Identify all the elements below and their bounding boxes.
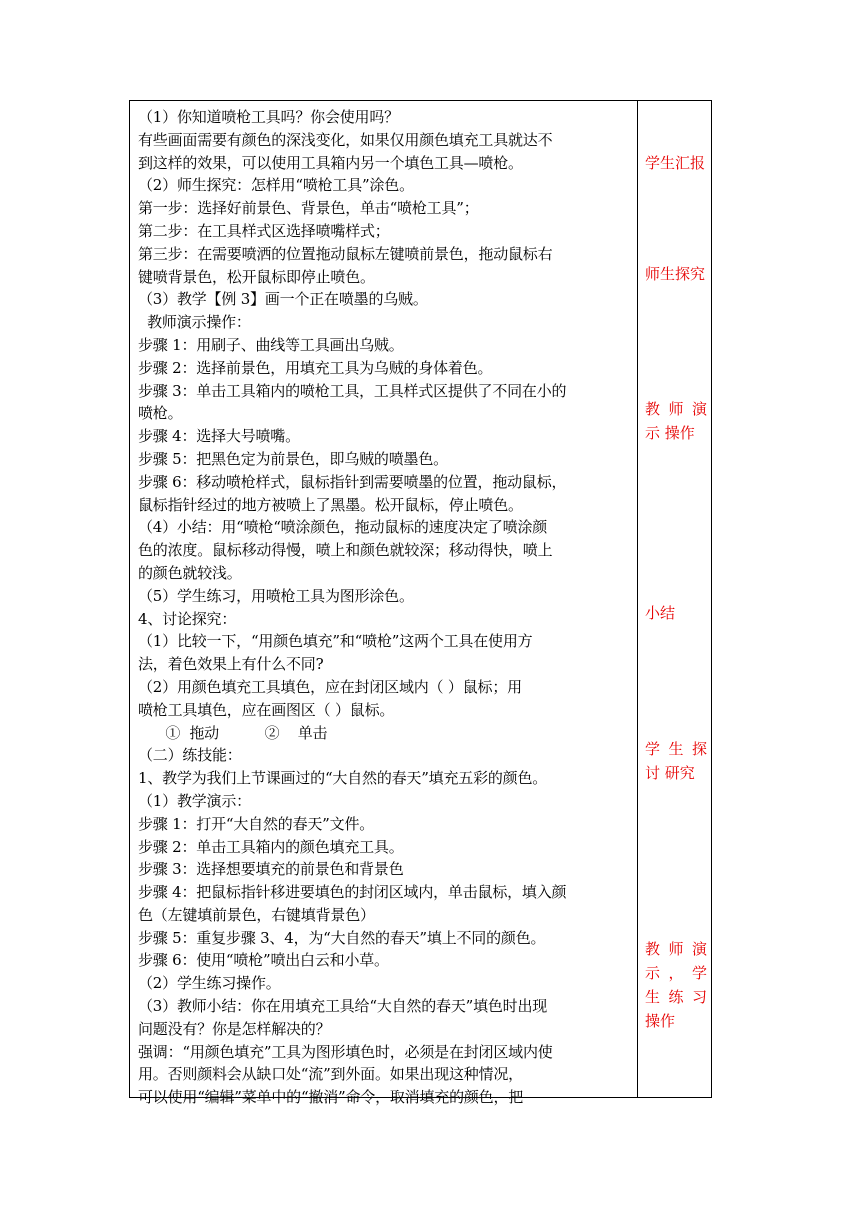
content-line: 4、讨论探究：	[138, 609, 237, 628]
teaching-content-column	[138, 106, 632, 1109]
content-line: 用。否则颜料会从缺口处“流”到外面。如果出现这种情况，	[138, 1065, 523, 1084]
note-summary: 小结	[645, 604, 676, 622]
content-line: 步骤 2：选择前景色，用填充工具为乌贼的身体着色。	[138, 358, 493, 377]
content-line: 步骤 4：选择大号喷嘴。	[138, 427, 300, 446]
content-line: 第三步：在需要喷洒的位置拖动鼠标左键喷前景色，拖动鼠标右	[138, 244, 553, 263]
content-line: 步骤 5：重复步骤 3、4，为“大自然的春天”填上不同的颜色。	[138, 928, 546, 947]
content-line: （1）你知道喷枪工具吗？你会使用吗？	[138, 108, 399, 126]
content-line: （二）练技能：	[138, 746, 242, 765]
content-line: 色的浓度。鼠标移动得慢，喷上和颜色就较深；移动得快，喷上	[138, 541, 553, 560]
content-line: 喷枪工具填色，应在画图区（ ）鼠标。	[138, 700, 395, 719]
content-line: 步骤 6：使用“喷枪”喷出白云和小草。	[138, 951, 389, 970]
content-line: （1）教学演示：	[138, 791, 251, 810]
note-student-discuss: 学 生 探 讨 研究	[645, 740, 707, 782]
content-line: 键喷背景色，松开鼠标即停止喷色。	[138, 267, 375, 286]
content-line: （3）教学【例 3】画一个正在喷墨的乌贼。	[138, 290, 428, 309]
content-line: 到这样的效果，可以使用工具箱内另一个填色工具—喷枪。	[138, 153, 523, 172]
note-teacher-demo-practice: 教师演示，学 生 练 习 操作	[645, 940, 707, 1030]
content-line: （5）学生练习，用喷枪工具为图形涂色。	[138, 586, 414, 605]
content-line: 步骤 2：单击工具箱内的颜色填充工具。	[138, 837, 404, 856]
content-line: 步骤 1：打开“大自然的春天”文件。	[138, 814, 375, 833]
content-line: 的颜色就较浅。	[138, 563, 242, 582]
content-line: 强调：“用颜色填充”工具为图形填色时，必须是在封闭区域内使	[138, 1042, 553, 1061]
content-line: 步骤 4：把鼠标指针移进要填色的封闭区域内，单击鼠标，填入颜	[138, 883, 567, 902]
content-line: 色（左键填前景色，右键填背景色）	[138, 905, 375, 924]
content-line: 问题没有？你是怎样解决的？	[138, 1019, 331, 1038]
note-student-report: 学生汇报	[645, 154, 706, 172]
content-line: 喷枪。	[138, 404, 183, 423]
content-line: （3）教师小结：你在用填充工具给“大自然的春天”填色时出现	[138, 997, 548, 1016]
content-line: （2）学生练习操作。	[138, 974, 281, 993]
content-line: （2）用颜色填充工具填色，应在封闭区域内（ ）鼠标；用	[138, 677, 522, 696]
content-line: 步骤 1：用刷子、曲线等工具画出乌贼。	[138, 335, 404, 354]
content-line: 1、教学为我们上节课画过的“大自然的春天”填充五彩的颜色。	[138, 769, 548, 788]
content-line: 教师演示操作：	[138, 313, 251, 332]
content-line: 步骤 5：把黑色定为前景色，即乌贼的喷墨色。	[138, 449, 448, 468]
content-line: ① 拖动 ② 单击	[138, 723, 328, 742]
content-line: 第二步：在工具样式区选择喷嘴样式；	[138, 221, 390, 240]
note-teacher-student-explore: 师生探究	[645, 265, 706, 283]
content-line: 步骤 3：单击工具箱内的喷枪工具，工具样式区提供了不同在小的	[138, 381, 567, 400]
column-divider	[637, 101, 638, 1097]
content-line: 第一步：选择好前景色、背景色，单击“喷枪工具”；	[138, 199, 479, 218]
content-line: （4）小结：用“喷枪“喷涂颜色，拖动鼠标的速度决定了喷涂颜	[138, 518, 548, 537]
note-teacher-demo: 教 师 演 示 操作	[645, 400, 707, 442]
content-line: 有些画面需要有颜色的深浅变化，如果仅用颜色填充工具就达不	[138, 130, 553, 149]
lesson-table	[129, 100, 712, 1107]
content-line: 法，着色效果上有什么不同?	[138, 655, 324, 674]
content-line: 步骤 3：选择想要填充的前景色和背景色	[138, 860, 404, 879]
content-line: 可以使用“编辑”菜单中的“撤消”命令，取消填充的颜色，把	[138, 1088, 524, 1107]
content-line: 步骤 6：移动喷枪样式，鼠标指针到需要喷墨的位置，拖动鼠标，	[138, 472, 567, 491]
content-line: 鼠标指针经过的地方被喷上了黑墨。松开鼠标，停止喷色。	[138, 495, 523, 514]
content-line: （1）比较一下，“用颜色填充”和“喷枪”这两个工具在使用方	[138, 632, 533, 651]
content-line: （2）师生探究：怎样用“喷枪工具”涂色。	[138, 176, 414, 195]
